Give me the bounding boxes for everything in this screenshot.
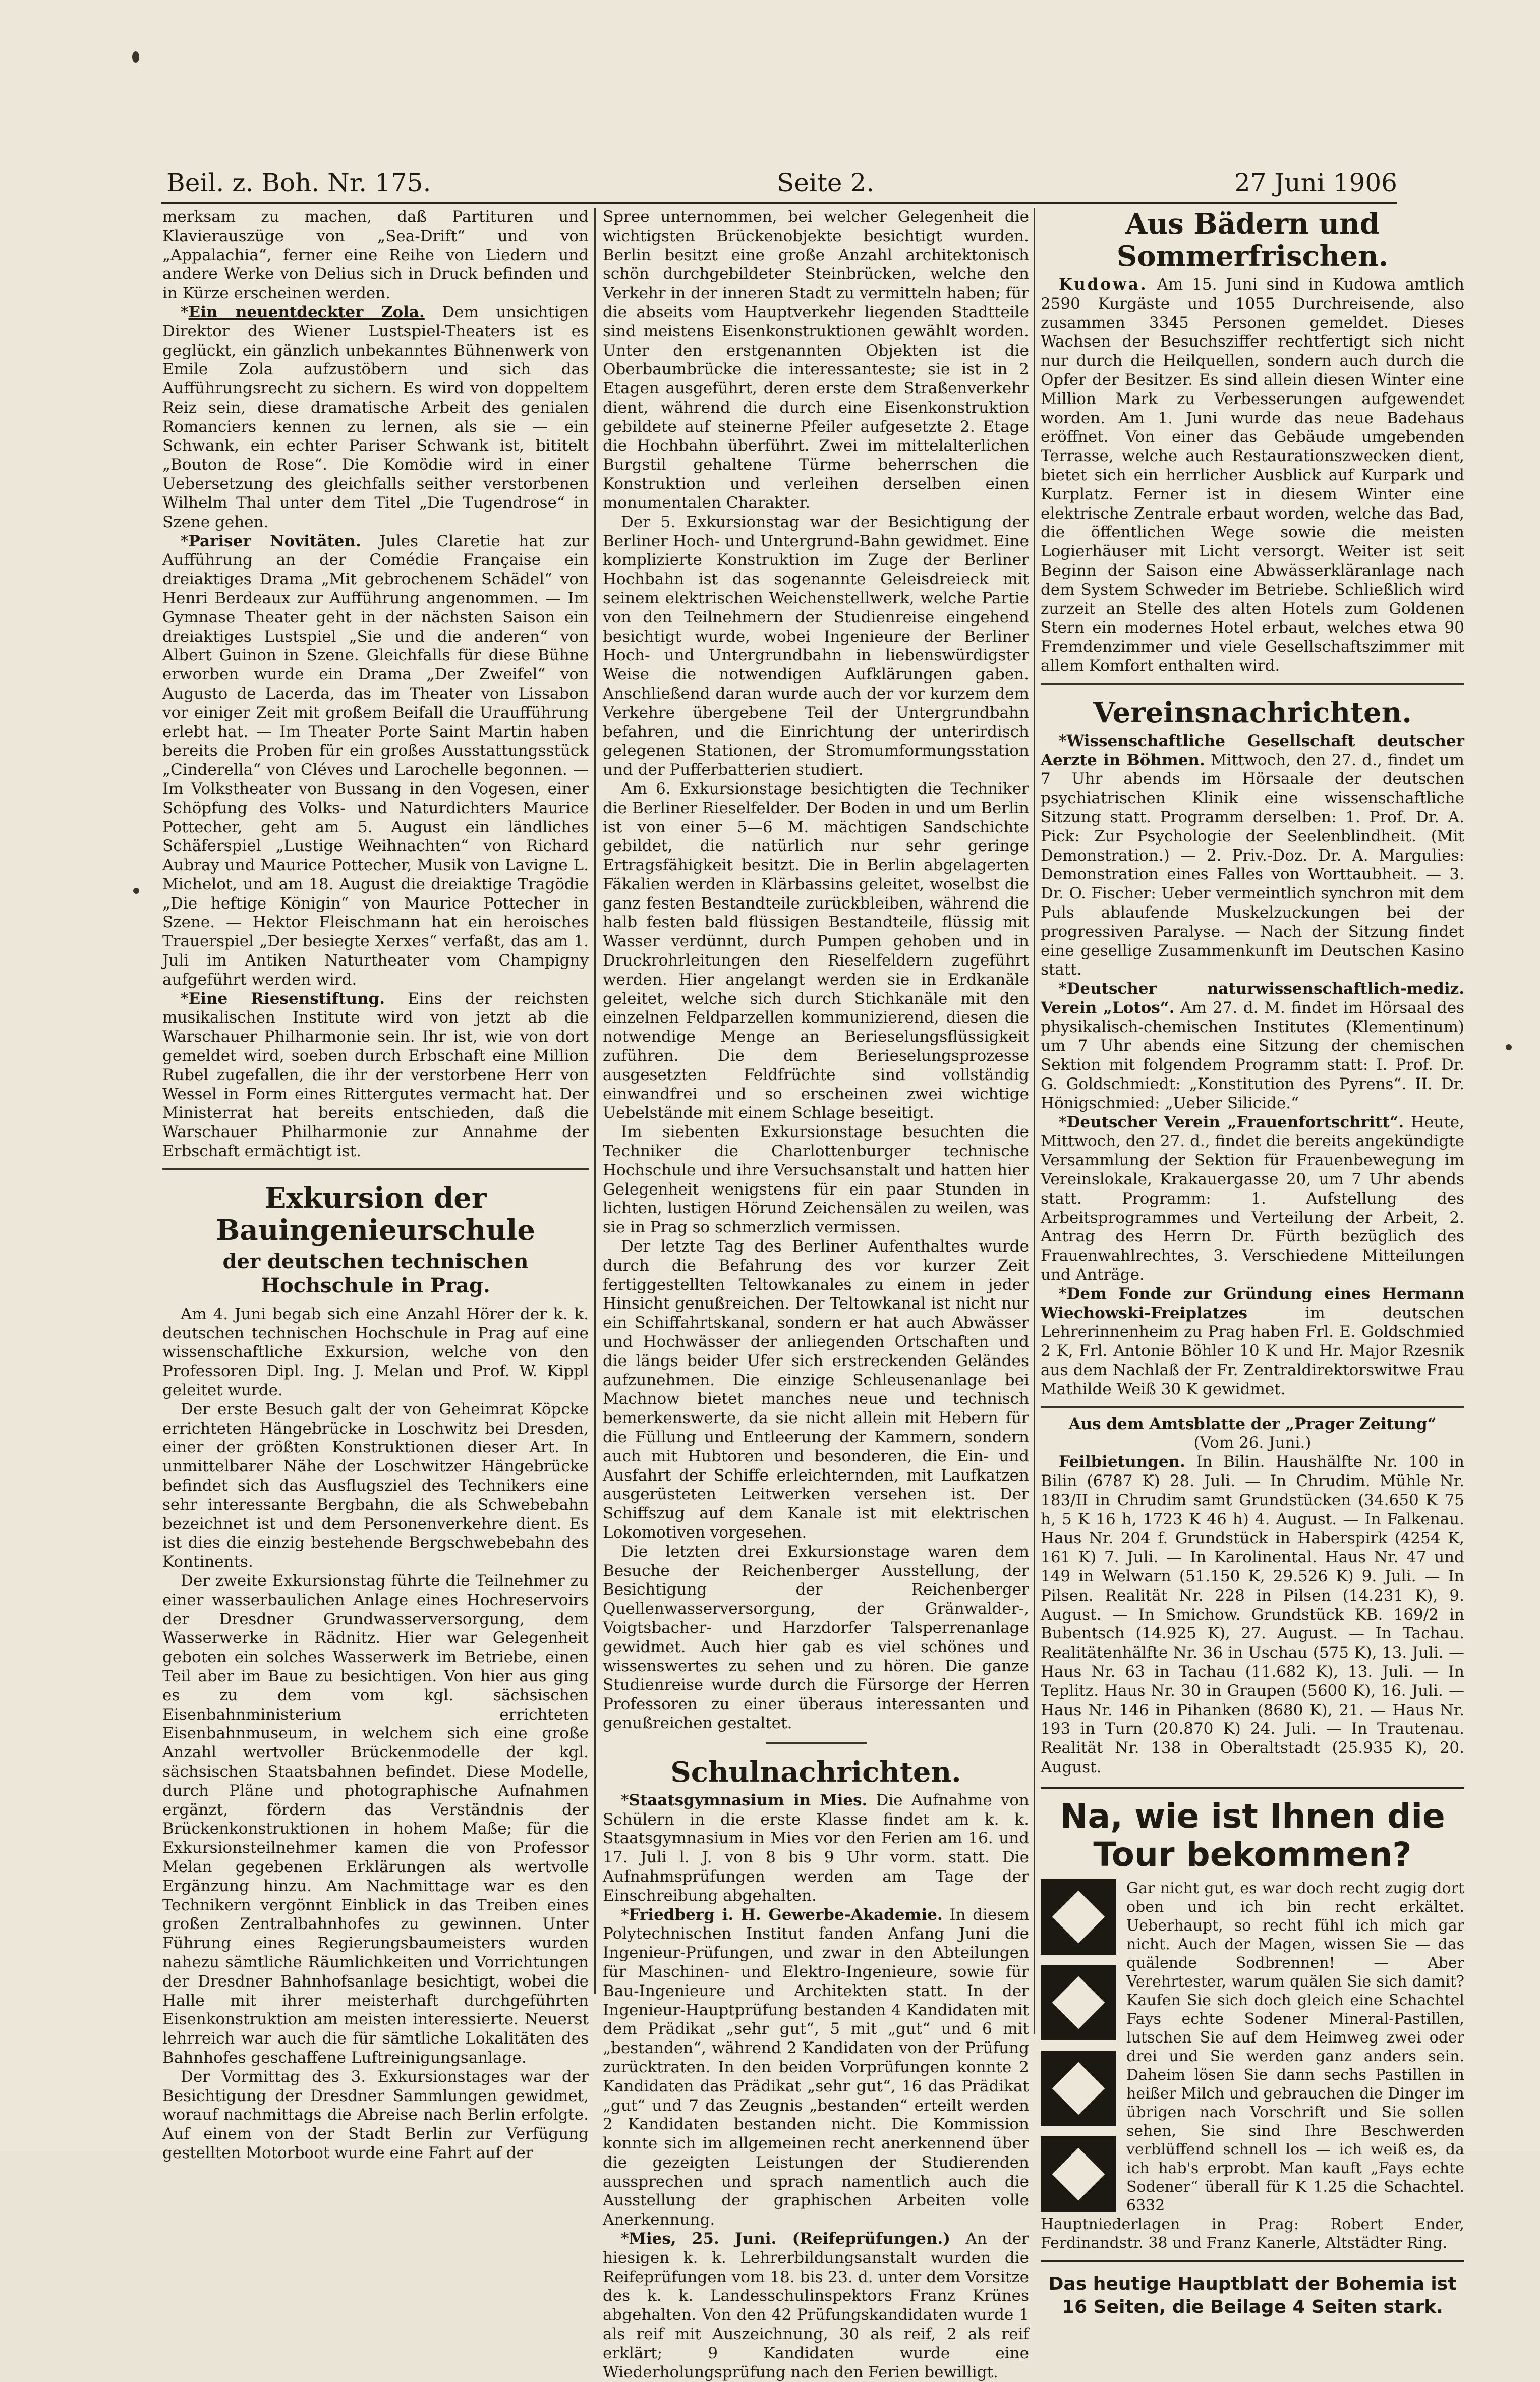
ad-number: 6332 — [1126, 2196, 1165, 2215]
ink-speck — [1506, 1044, 1512, 1050]
ad-headline: Na, wie ist Ihnen die Tour bekommen? — [1060, 1796, 1445, 1874]
column-divider — [1034, 208, 1035, 2034]
diamond-ornament-icon — [1041, 1965, 1116, 2040]
article-title: Friedberg i. H. Gewerbe-Akademie. — [629, 1905, 943, 1924]
article-item: *Mies, 25. Juni. (Reifeprüfungen.) An der hiesigen k. k. Lehrerbildungsanstalt wurden die Reifeprüfungen vom 18. bis 23. d. unter dem Vorsitze des k. k. Landesschulinspektors Franz Krünes abgehalten. Von den 42 Prüfungskandidaten wurde 1 als reif mit Auszeichnung, 30 als reif, 2 als reif erklärt; 9 Kandidaten wurde eine Wiederholungsprüfung nach den Ferien bewilligt. — [603, 2230, 1030, 2381]
article-text: Die letzten drei Exkursionstage waren dem Besuche der Reichenberger Ausstellung, der Besichtigung der Reichenberger Quellenwasserversorgung, der Gränwalder-, Voigtsbacher- und Harzdorfer Talsperrenanlage gewidmet. Auch hier gab es viel schönes und wissenswertes zu sehen und zu hören. Die ganze Studienreise wurde durch die Fürsorge der Herren Professoren zu einer überaus interessanten und genußreichen gestaltet. — [603, 1542, 1029, 1732]
section-heading: Aus Bädern und Sommerfrischen. — [1116, 207, 1389, 273]
article-item: *Friedberg i. H. Gewerbe-Akademie. In diesem Polytechnischen Institut fanden Anfang Juni die Ingenieur-Prüfungen, und zwar in den Abteilungen für Maschinen- und Elektro-Ingenieure, sowie für Bau-Ingenieure und Architekten statt. In der Ingenieur-Hauptprüfung bestanden 4 Kandidaten mit dem Prädikat „sehr gut“, 5 mit „gut“ und 6 mit „bestanden“, während 2 Kandidaten von der Prüfung zurücktraten. In den beiden Vorprüfungen konnte 2 Kandidaten das Prädikat „sehr gut“, 16 das Prädikat „gut“ und 7 das Zeugnis „bestanden“ erteilt werden 2 Kandidaten bestanden nicht. Die Kommission konnte sich im allgemeinen recht anerkennend über die gezeigten Leistungen der Studierenden aussprechen und sprach namentlich auch die Ausstellung der graphischen Arbeiten volle Anerkennung. — [603, 1905, 1029, 2229]
article-title: Ein neuentdeckter Zola. — [188, 303, 425, 321]
article-item: *Deutscher Verein „Frauenfortschritt“. Heute, Mittwoch, den 27. d., findet die bereits angekündigte Versammlung der Sektion für Frauenbewegung im Vereinslokale, Krakauergasse 20, um 7 Uhr abends statt. Programm: 1. Aufstellung des Arbeitsprogrammes und Verteilung der Arbeit, 2. Antrag des Herrn Dr. Fürth bezüglich des Frauenwahlrechtes, 3. Verschiedene Mitteilungen und Anträge. — [1041, 1113, 1465, 1284]
article-item: *Eine Riesenstiftung. Eins der reichsten musikalischen Institute wird von jetzt ab die Warschauer Philharmonie sein. Ihr ist, wie von dort gemeldet wird, soeben durch Erbschaft eine Million Rubel zugefallen, die ihr der verstorbene Herr von Wessel in Form eines Rittergutes vermacht hat. Der Ministerrat hat bereits entschieden, daß die Warschauer Philharmonie zur Annahme der Erbschaft ermächtigt ist. — [162, 989, 589, 1161]
article-text: Die Aufnahme von Schülern in die erste Klasse findet am k. k. Staatsgymnasium in Mies vor den Ferien am 16. und 17. Juli l. J. von 8 bis 9 Uhr vorm. statt. Die Aufnahmsprüfungen werden am Tage der Einschreibung abgehalten. — [603, 1791, 1030, 1905]
article-text: Jules Claretie hat zur Aufführung an der Comédie Française ein dreiaktiges Drama „Mit gebrochenem Schädel“ von Henri Berdeaux zur Aufführung angenommen. — Im Gymnase Theater geht in der nächsten Saison ein dreiaktiges Lustspiel „Sie und die anderen“ von Albert Guinon in Szene. Gleichfalls für diese Bühne erworben wurde ein Drama „Der Zweifel“ von Augusto de Lacerda, das im Theater von Lissabon vor einiger Zeit mit großem Beifall die Uraufführung erlebt hat. — Im Theater Porte Saint Martin haben bereits die Proben für ein großes Ausstattungsstück „Cinderella“ von Cléves und Larochelle begonnen. — Im Volkstheater von Bussang in den Vogesen, einer Schöpfung des Volks- und Naturdichters Maurice Pottecher, geht am 5. August ein ländliches Schäferspiel „Lustige Weihnachten“ von Richard Aubray und Maurice Pottecher, Musik von Lavigne L. Michelot, und am 18. August die dreiaktige Tragödie „Die heftige Königin“ von Maurice Pottecher in Szene. — Hektor Fleischmann hat ein heroisches Trauerspiel „Der besiegte Xerxes“ verfaßt, das am 1. Juli im Antiken Naturtheater vom Champigny aufgeführt werden wird. — [162, 532, 589, 989]
article-text: Der erste Besuch galt der von Geheimrat Köpcke errichteten Hängebrücke in Loschwitz bei Dresden, einer der größten Konstruktionen dieser Art. In unmittelbarer Nähe der Loschwitzer Hängebrücke befindet sich das Ausflugsziel des Technikers eine sehr interessante Bergbahn, die als Schwebebahn bezeichnet ist und dem Personenverkehre dient. Es ist dies die einzig bestehende Bergschwebebahn des Kontinents. — [162, 1400, 589, 1571]
article-text: In diesem Polytechnischen Institut fanden Anfang Juni die Ingenieur-Prüfungen, und zwar in den Abteilungen für Maschinen- und Elektro-Ingenieure, sowie für Bau-Ingenieure und Architekten statt. In der Ingenieur-Hauptprüfung bestanden 4 Kandidaten mit dem Prädikat „sehr gut“, 5 mit „gut“ und 6 mit „bestanden“, während 2 Kandidaten von der Prüfung zurücktraten. In den beiden Vorprüfungen konnte 2 Kandidaten das Prädikat „sehr gut“, 16 das Prädikat „gut“ und 7 das Zeugnis „bestanden“ erteilt werden 2 Kandidaten bestanden nicht. Die Kommission konnte sich im allgemeinen recht anerkennend über die gezeigten Leistungen der Studierenden aussprechen und sprach namentlich auch die Ausstellung der graphischen Arbeiten volle Anerkennung. — [603, 1905, 1029, 2229]
article-title: Mies, 25. Juni. (Reifeprüfungen.) — [629, 2230, 950, 2248]
article-item: *Staatsgymnasium in Mies. Die Aufnahme von Schülern in die erste Klasse findet am k. k. Staatsgymnasium in Mies vor den Ferien am 16. und 17. Juli l. J. von 8 bis 9 Uhr vorm. statt. Die Aufnahmsprüfungen werden am Tage der Einschreibung abgehalten. — [603, 1791, 1030, 1905]
section-heading: Aus dem Amtsblatte der „Prager Zeitung“ — [1068, 1414, 1437, 1433]
ad-footer: Hauptniederlagen in Prag: Robert Ender, Ferdinandstr. 38 und Franz Kanerle, Altstädter Ring. — [1041, 2215, 1464, 2252]
article-title: Staatsgymnasium in Mies. — [629, 1791, 868, 1809]
article-item: *Wissenschaftliche Gesellschaft deutscher Aerzte in Böhmen. Mittwoch, den 27. d., findet um 7 Uhr abends im Hörsaale der deutschen psychiatrischen Klinik eine wissenschaftliche Sitzung statt. Programm derselben: 1. Prof. Dr. A. Pick: Zur Psychologie der Seelenblindheit. (Mit Demonstration.) — 2. Priv.-Doz. Dr. A. Margulies: Demonstration eines Falles von Worttaubheit. — 3. Dr. O. Fischer: Ueber vermeintlich synchron mit dem Puls ablaufende Muskelzuckungen bei der progressiven Paralyse. — Nach der Sitzung findet eine gesellige Zusammenkunft im Deutschen Kasino statt. — [1041, 731, 1464, 979]
column-3 — [1041, 207, 1465, 2317]
article-item: *Dem Fonde zur Gründung eines Hermann Wiechowski-Freiplatzes im deutschen Lehrerinnenheim zu Prag haben Frl. E. Goldschmied 2 K, Frl. Antonie Böhler 10 K und Hr. Major Rzesnik aus dem Nachlaß der Fr. Zentraldirektorswitwe Frau Mathilde Weiß 30 K gewidmet. — [1041, 1284, 1464, 1398]
article-text: Der letzte Tag des Berliner Aufenthaltes wurde durch die Befahrung des vor kurzer Zeit fertiggestellten Teltowkanales zu einem in jeder Hinsicht genußreichen. Der Teltowkanal ist nicht nur ein Schiffahrtskanal, sondern er hat auch Abwässer und Hochwässer der anliegenden Ortschaften und die längs beider Ufer sich erstreckenden Geländes aufzunehmen. Die einzige Schleusenanlage bei Machnow bietet manches neue und technisch bemerkenswerte, da sie nicht allein mit Hebern für die Füllung und Entleerung der Kammern, sondern auch mit Hubtoren und besonderen, die Ein- und Ausfahrt der Schiffe erleichternden, mit Laufkatzen ausgerüsteten Leitwerken versehen ist. Der Schiffszug auf dem Kanale ist mit elektrischen Lokomotiven vorgesehen. — [603, 1237, 1029, 1542]
header-date: 27 Juni 1906 — [1234, 168, 1397, 197]
column-1 — [162, 208, 589, 2162]
column-divider — [594, 208, 596, 1994]
article-text: merksam zu machen, daß Partituren und Klavierauszüge von „Sea-Drift“ und von „Appalachia“, ferner eine Reihe von Liedern und andere Werke von Delius sich in Druck befinden und in Kürze erscheinen werden. — [162, 208, 589, 303]
section-subheading: der deutschen technischen Hochschule in Prag. — [222, 1249, 529, 1297]
article-text: Am 6. Exkursionstage besichtigten die Techniker die Berliner Rieselfelder. Der Boden in und um Berlin ist von einer 5—6 M. mächtigen Sandschichte gebildet, die natürlich nur sehr geringe Ertragsfähigkeit besitzt. Die in Berlin abgelagerten Fäkalien werden in Klärbassins geleitet, woselbst die ganz festen Bestandteile zurückbleiben, während die halb festen bald flüssigen Bestandteile, flüssig mit Wasser verdünnt, durch Pumpen gehoben und in Druckrohrleitungen den Rieselfeldern zugeführt werden. Hier angelangt werden sie in Erdkanäle geleitet, welche sich durch Stichkanäle mit den einzelnen Feldparzellen kommunizierend, diesen die notwendige Menge an Berieselungsflüssigkeit zuführen. Die dem Berieselungsprozesse ausgesetzten Feldfrüchte sind vollständig einwandfrei und so erscheinen zwei wichtige Uebelstände mit einem Schlage beseitigt. — [603, 779, 1029, 1122]
article-title: Deutscher naturwissenschaftlich-mediz. Verein „Lotos“. — [1041, 980, 1464, 1017]
article-text: Dem unsichtigen Direktor des Wiener Lustspiel-Theaters ist es geglückt, ein gänzlich unbekanntes Bühnenwerk von Emile Zola aufzustöbern und sich das Aufführungsrecht zu sichern. Es wird von doppeltem Reiz sein, diese dramatische Arbeit des genialen Romanciers kennen zu lernen, als sie — ein Schwank, ein echter Pariser Schwank ist, bititelt „Bouton de Rose“. Die Komödie wird in einer Uebersetzung des gleichfalls seither verstorbenen Wilhelm Thal unter dem Titel „Die Tugendrose“ in Szene gehen. — [162, 303, 589, 531]
article-item: *Deutscher naturwissenschaftlich-mediz. Verein „Lotos“. Am 27. d. M. findet im Hörsaal des physikalisch-chemischen Institutes (Klementinum) um 7 Uhr abends eine Sitzung der chemischen Sektion mit folgendem Programm statt: I. Prof. Dr. G. Goldschmiedt: „Konstitution des Pyrens“. II. Dr. Hönigschmied: „Ueber Silicide.“ — [1041, 980, 1464, 1112]
article-text: Spree unternommen, bei welcher Gelegenheit die wichtigsten Brückenobjekte besichtigt wurden. Berlin besitzt eine große Anzahl architektonisch schön durchgebildeter Steinbrücken, welche den Verkehr in der inneren Stadt zu vermitteln haben; für die abseits vom Hauptverkehr liegenden Stadtteile sind meistens Eisenkonstruktionen gewählt worden. Unter den erstgenannten Objekten ist die Oberbaumbrücke die interessanteste; sie ist in 2 Etagen ausgeführt, deren erste dem Straßenverkehr dient, während die durch eine Eisenkonstruktion gebildete auf steinerne Pfeiler aufgesetzte 2. Etage die Hochbahn überführt. Zwei im mittelalterlichen Burgstil gehaltene Türme beherrschen die Konstruktion und verleihen derselben einen monumentalen Charakter. — [603, 208, 1029, 512]
ad-text — [1126, 1879, 1464, 2215]
article-title: Pariser Novitäten. — [188, 532, 361, 550]
article-text: Heute, Mittwoch, den 27. d., findet die bereits angekündigte Versammlung der Sektion für Frauenbewegung im Vereinslokale, Krakauergasse 20, um 7 Uhr abends statt. Programm: 1. Aufstellung des Arbeitsprogrammes und Verteilung der Arbeit, 2. Antrag des Herrn Dr. Fürth bezüglich des Frauenwahlrechtes, 3. Verschiedene Mitteilungen und Anträge. — [1041, 1113, 1465, 1284]
section-heading: Exkursion der Bauingenieurschule — [216, 1181, 535, 1247]
article-text: Der 5. Exkursionstag war der Besichtigung der Berliner Hoch- und Untergrund-Bahn gewidmet. Eine komplizierte Konstruktion im Zuge der Berliner Hochbahn ist das sogenannte Geleisdreieck mit seinem elektrischen Weichenstellwerk, welche Partie von den Teilnehmern der Studienreise eingehend besichtigt wurde, wobei Ingenieure der Berliner Hoch- und Untergrundbahn in liebenswürdigster Weise die notwendigen Aufklärungen gaben. Anschließend daran wurde auch der vor kurzem dem Verkehre übergebene Teil der Untergrundbahn befahren, und die Einrichtung der unterirdisch gelegenen Stationen, der Stromumformungsstation und der Pufferbatterien studiert. — [603, 513, 1029, 779]
article-title: Feilbietungen. — [1059, 1453, 1185, 1471]
article-title: Eine Riesenstiftung. — [188, 989, 385, 1008]
column-2 — [603, 208, 1030, 2381]
section-rule — [1041, 683, 1464, 685]
ink-speck — [132, 51, 139, 63]
article-title: Dem Fonde zur Gründung eines Hermann Wiechowski-Freiplatzes — [1041, 1284, 1464, 1322]
section-heading: Schulnachrichten. — [670, 1755, 961, 1789]
page-header — [166, 162, 1397, 203]
ink-speck — [133, 888, 139, 894]
article-text: Der Vormittag des 3. Exkursionstages war der Besichtigung der Dresdner Sammlungen gewidmet, worauf nachmittags die Abreise nach Berlin erfolgte. Auf einem von der Stadt Berlin zur Verfügung gestellten Motorboot wurde eine Fahrt auf der — [162, 2067, 589, 2162]
article-text: Eins der reichsten musikalischen Institute wird von jetzt ab die Warschauer Philharmonie sein. Ihr ist, wie von dort gemeldet wird, soeben durch Erbschaft eine Million Rubel zugefallen, die ihr der verstorbene Herr von Wessel in Form eines Rittergutes vermacht hat. Der Ministerrat hat bereits entschieden, daß die Warschauer Philharmonie zur Annahme der Erbschaft ermächtigt ist. — [162, 989, 589, 1161]
article-text: An der hiesigen k. k. Lehrerbildungsanstalt wurden die Reifeprüfungen vom 18. bis 23. d. unter dem Vorsitze des k. k. Landesschulinspektors Franz Krünes abgehalten. Von den 42 Prüfungskandidaten wurde 1 als reif mit Auszeichnung, 30 als reif, 2 als reif erklärt; 9 Kandidaten wurde eine Wiederholungsprüfung nach den Ferien bewilligt. — [603, 2230, 1030, 2381]
article-text: Im siebenten Exkursionstage besuchten die Techniker die Charlottenburger technische Hochschule und ihre Versuchsanstalt und hatten hier Gelegenheit wenigstens für ein paar Stunden in lichten, lustigen Hörund Zeichensälen zu weilen, was sie in Prag so schmerzlich vermissen. — [603, 1123, 1029, 1237]
section-heading: Vereinsnachrichten. — [1093, 696, 1412, 729]
section-rule — [1041, 1406, 1464, 1408]
diamond-ornament-icon — [1041, 2051, 1116, 2126]
header-issue: Beil. z. Boh. Nr. 175. — [166, 168, 431, 197]
diamond-ornament-icon — [1041, 1879, 1116, 1955]
article-item: *Pariser Novitäten. Jules Claretie hat zur Aufführung an der Comédie Française ein dreiaktiges Drama „Mit gebrochenem Schädel“ von Henri Berdeaux zur Aufführung angenommen. — Im Gymnase Theater geht in der nächsten Saison ein dreiaktiges Lustspiel „Sie und die anderen“ von Albert Guinon in Szene. Gleichfalls für diese Bühne erworben wurde ein Drama „Der Zweifel“ von Augusto de Lacerda, das im Theater von Lissabon vor einiger Zeit mit großem Beifall die Uraufführung erlebt hat. — Im Theater Porte Saint Martin haben bereits die Proben für ein großes Ausstattungsstück „Cinderella“ von Cléves und Larochelle begonnen. — Im Volkstheater von Bussang in den Vogesen, einer Schöpfung des Volks- und Naturdichters Maurice Pottecher, geht am 5. August ein ländliches Schäferspiel „Lustige Weihnachten“ von Richard Aubray und Maurice Pottecher, Musik von Lavigne L. Michelot, und am 18. August die dreiaktige Tragödie „Die heftige Königin“ von Maurice Pottecher in Szene. — Hektor Fleischmann hat ein heroisches Trauerspiel „Der besiegte Xerxes“ verfaßt, das am 1. Juli im Antiken Naturtheater vom Champigny aufgeführt werden wird. — [162, 532, 589, 989]
article-text: Mittwoch, den 27. d., findet um 7 Uhr abends im Hörsaale der deutschen psychiatrischen Klinik eine wissenschaftliche Sitzung statt. Programm derselben: 1. Prof. Dr. A. Pick: Zur Psychologie der Seelenblindheit. (Mit Demonstration.) — 2. Priv.-Doz. Dr. A. Margulies: Demonstration eines Falles von Worttaubheit. — 3. Dr. O. Fischer: Ueber vermeintlich synchron mit dem Puls ablaufende Muskelzuckungen bei der progressiven Paralyse. — Nach der Sitzung findet eine gesellige Zusammenkunft im Deutschen Kasino statt. — [1041, 751, 1464, 979]
diamond-ornament-icon — [1041, 2136, 1116, 2212]
article-item: *Ein neuentdeckter Zola. Dem unsichtigen Direktor des Wiener Lustspiel-Theaters ist es geglückt, ein gänzlich unbekanntes Bühnenwerk von Emile Zola aufzustöbern und sich das Aufführungsrecht zu sichern. Es wird von doppeltem Reiz sein, diese dramatische Arbeit des genialen Romanciers kennen zu lernen, als sie — ein Schwank, ein echter Pariser Schwank ist, bititelt „Bouton de Rose“. Die Komödie wird in einer Uebersetzung des gleichfalls seither verstorbenen Wilhelm Thal unter dem Titel „Die Tugendrose“ in Szene gehen. — [162, 303, 589, 531]
article-text: im deutschen Lehrerinnenheim zu Prag haben Frl. E. Goldschmied 2 K, Frl. Antonie Böhler 10 K und Hr. Major Rzesnik aus dem Nachlaß der Fr. Zentraldirektorswitwe Frau Mathilde Weiß 30 K gewidmet. — [1041, 1303, 1464, 1398]
ad-ornaments — [1041, 1879, 1116, 2222]
article-text: Am 15. Juni sind in Kudowa amtlich 2590 Kurgäste und 1055 Durchreisende, also zusammen 3345 Personen gemeldet. Dieses Wachsen der Besuchsziffer rechtfertigt sich nicht nur durch die Heilquellen, sondern auch durch die Opfer der Besitzer. Es sind allein diesen Winter eine Million Mark zu Verbesserungen aufgewendet worden. Am 1. Juni wurde das neue Badehaus eröffnet. Von einer das Gebäude umgebenden Terrasse, welche auch Restaurationszwecken dient, bietet sich ein herrlicher Ausblick auf Kurpark und Kurplatz. Ferner ist in diesem Winter eine elektrische Zentrale erbaut worden, welche das Bad, die öffentlichen Wege sowie die meisten Logierhäuser mit Licht versorgt. Weiter ist seit Beginn der Saison eine Abwässerkläranlage nach dem System Schweder im Betriebe. Schließlich wird zurzeit an Stelle des alten Hotels zum Goldenen Stern ein modernes Hotel erbaut, welches etwa 90 Fremdenzimmer und viele Gesellschaftszimmer mit allem Komfort enthalten wird. — [1041, 275, 1465, 675]
ad-copy: Gar nicht gut, es war doch recht zugig dort oben und ich bin recht erkältet. Ueberhaupt, so recht fühl ich mich gar nicht. Auch der Magen, wissen Sie — das quälende Sodbrennen! — Aber Verehrtester, warum quälen Sie sich damit? Kaufen Sie sich doch gleich eine Schachtel Fays echte Sodener Mineral-Pastillen, lutschen Sie auf dem Heimweg zwei oder drei und Sie werden ganz anders sein. Daheim lösen Sie dann sechs Pastillen in heißer Milch und gebrauchen die Dinger im übrigen nach Vorschrift und Sie sollen sehen, Sie sind Ihre Beschwerden verblüffend schnell los — ich weiß es, da ich hab's erprobt. Man kauft „Fays echte Sodener“ überall für K 1.25 die Schachtel. — [1126, 1879, 1464, 2196]
section-date: (Vom 26. Juni.) — [1193, 1434, 1311, 1452]
header-rule — [161, 202, 1397, 204]
article-text: Am 4. Juni begab sich eine Anzahl Hörer der k. k. deutschen technischen Hochschule in Prag auf eine wissenschaftliche Exkursion, welche von den Professoren Dipl. Ing. J. Melan und Prof. W. Kippl geleitet wurde. — [162, 1305, 589, 1400]
advertisement — [1041, 1787, 1464, 2262]
article-title: Wissenschaftliche Gesellschaft deutscher Aerzte in Böhmen. — [1041, 731, 1464, 769]
article-text: Der zweite Exkursionstag führte die Teilnehmer zu einer wasserbaulichen Anlage eines Hochreservoirs der Dresdner Grundwasserversorgung, dem Wasserwerke in Rädnitz. Hier war Gelegenheit geboten ein solches Wasserwerk im Betriebe, einen Teil aber im Baue zu besichtigen. Von hier aus ging es zu dem vom kgl. sächsischen Eisenbahnministerium errichteten Eisenbahnmuseum, in welchem sich eine große Anzahl wertvoller Brückenmodelle der kgl. sächsischen Staatsbahnen befindet. Diese Modelle, durch Pläne und photographische Aufnahmen ergänzt, fördern das Verständnis der Brückenkonstruktionen in hohem Maße; für die Exkursionsteilnehmer kamen die von Professor Melan gegebenen Erklärungen als wertvolle Ergänzung hinzu. Am Nachmittage war es den Technikern vergönnt Einblick in das Treiben eines großen Zentralbahnhofes zu gewinnen. Unter Führung eines Regierungsbaumeisters wurden nahezu sämtliche Räumlichkeiten und Vorrichtungen der Dresdner Bahnhofsanlage besichtigt, wobei die Halle mit ihrer meisterhaft durchgeführten Eisenkonstruktion am meisten interessierte. Neuerst lehrreich war auch die für sämtliche Lokalitäten des Bahnhofes geschaffene Luftreinigungsanlage. — [162, 1572, 589, 2067]
ad-body — [1041, 1879, 1464, 2215]
section-rule — [766, 1742, 867, 1744]
section-rule — [162, 1168, 589, 1170]
article-title: Kudowa. — [1059, 275, 1148, 294]
article-text: In Bilin. Haushälfte Nr. 100 in Bilin (6787 K) 28. Juli. — In Chrudim. Mühle Nr. 183/II in Chrudim samt Grundstücken (34.650 K 75 h, 5 K 16 h, 1723 K 46 h) 4. August. — In Falkenau. Haus Nr. 204 f. Grundstück in Haberspirk (4254 K, 161 K) 7. Juli. — In Karolinental. Haus Nr. 47 und 149 in Welwarn (51.150 K, 29.526 K) 9. Juli. — In Pilsen. Realität Nr. 228 in Pilsen (14.231 K), 9. August. — In Smichow. Grundstück KB. 169/2 in Bubentsch (14.925 K), 27. August. — In Tachau. Realitätenhälfte Nr. 36 in Uschau (575 K), 13. Juli. — Haus Nr. 63 in Tachau (11.682 K), 13. Juli. — In Teplitz. Haus Nr. 30 in Graupen (5600 K), 16. Juli. — Haus Nr. 146 in Pihanken (8680 K), 21. — Haus Nr. 193 in Turn (20.870 K) 24. Juli. — In Trautenau. Realität Nr. 138 in Oberaltstadt (25.935 K), 20. August. — [1041, 1453, 1464, 1776]
edition-note: Das heutige Hauptblatt der Bohemia ist 16 Seiten, die Beilage 4 Seiten stark. — [1048, 2273, 1457, 2317]
article-item — [1041, 1453, 1464, 1777]
header-page-number: Seite 2. — [777, 168, 875, 197]
article-text: Am 27. d. M. findet im Hörsaal des physikalisch-chemischen Institutes (Klementinum) um 7 Uhr abends eine Sitzung der chemischen Sektion mit folgendem Programm statt: I. Prof. Dr. G. Goldschmiedt: „Konstitution des Pyrens“. II. Dr. Hönigschmied: „Ueber Silicide.“ — [1041, 998, 1464, 1112]
article-item — [1041, 275, 1464, 676]
article-title: Deutscher Verein „Frauenfortschritt“. — [1066, 1113, 1404, 1131]
